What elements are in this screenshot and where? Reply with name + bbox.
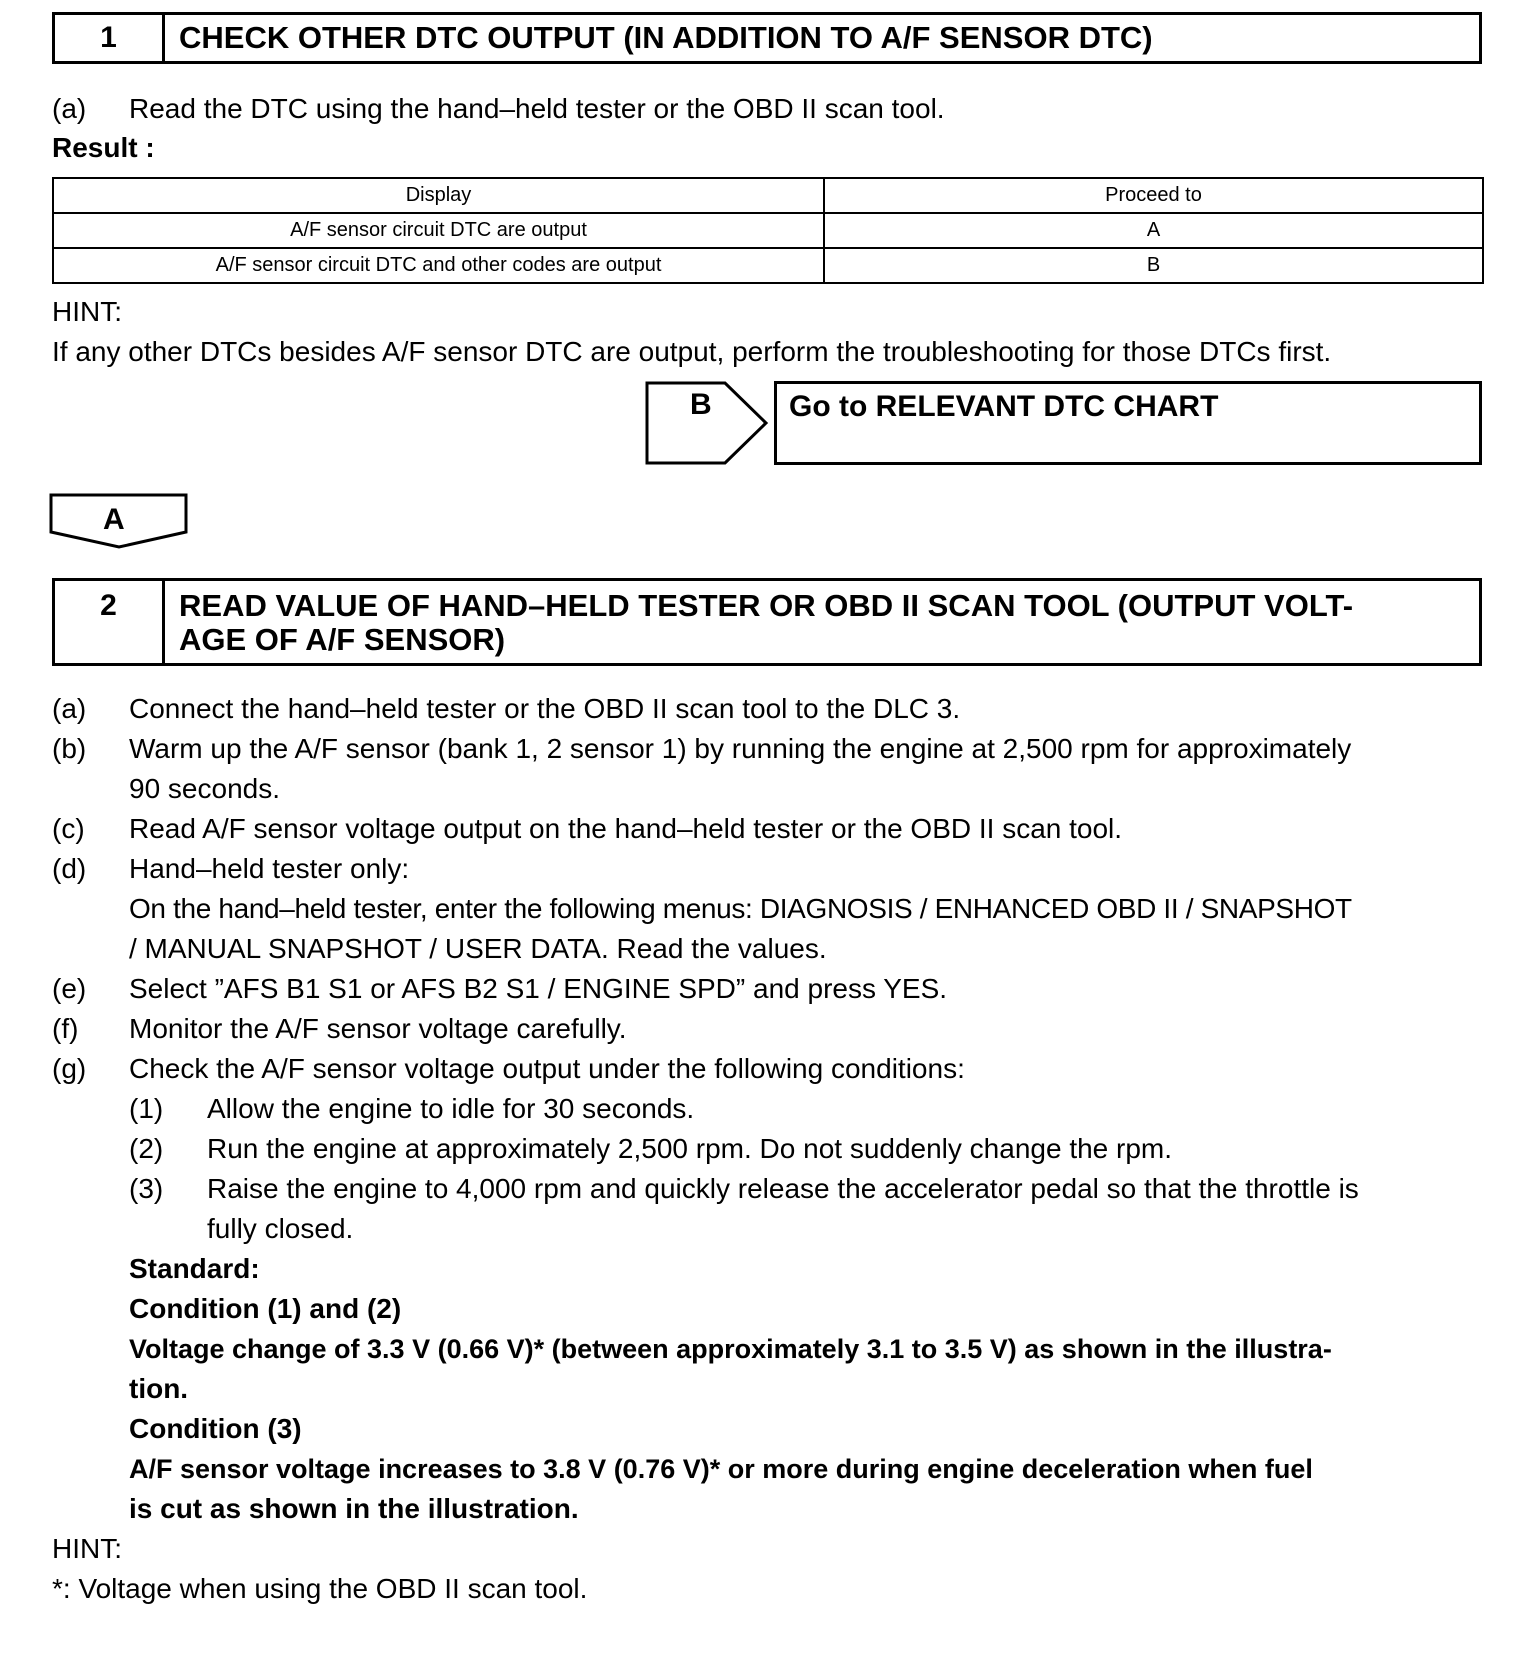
step-2-header [52,578,1482,666]
list-item-text: Check the A/F sensor voltage output under the following conditions: [129,1053,965,1084]
list-item-text: Connect the hand–held tester or the OBD II scan tool to the DLC 3. [129,693,961,724]
sub-item-label: (2) [129,1133,164,1164]
sub-item-text: Raise the engine to 4,000 rpm and quickly release the accelerator pedal so that the throttle is [207,1173,1359,1204]
standard-text: A/F sensor voltage increases to 3.8 V (0.76 V)* or more during engine deceleration when fuel [129,1454,1313,1484]
sub-item-text: fully closed. [207,1213,354,1244]
table-cell: A [824,213,1483,248]
table-cell: A/F sensor circuit DTC are output [53,213,824,248]
table-cell: A/F sensor circuit DTC and other codes are output [53,248,824,283]
table-header-display: Display [53,178,824,213]
list-item-label: (b) [52,733,87,764]
standard-heading: Standard: [129,1253,260,1284]
table-header-proceed: Proceed to [824,178,1483,213]
result-table [52,177,1484,284]
list-item-text: Hand–held tester only: [129,853,410,884]
step-2-hint-text: *: Voltage when using the OBD II scan tool. [52,1573,588,1604]
step-1-item-a-label: (a) [52,93,87,124]
standard-condition-3: Condition (3) [129,1413,302,1444]
sub-item-label: (3) [129,1173,164,1204]
sub-item-text: Allow the engine to idle for 30 seconds. [207,1093,695,1124]
step-1-hint-label: HINT: [52,296,122,327]
branch-a-label: A [103,503,125,536]
list-item-text: / MANUAL SNAPSHOT / USER DATA. Read the values. [129,933,827,964]
standard-text: Voltage change of 3.3 V (0.66 V)* (between approximately 3.1 to 3.5 V) as shown in the illustra- [129,1334,1332,1364]
table-row [53,213,1483,248]
branch-b-text: Go to RELEVANT DTC CHART [789,390,1219,423]
sub-item-label: (1) [129,1093,164,1124]
standard-text: is cut as shown in the illustration. [129,1493,579,1524]
sub-item-text: Run the engine at approximately 2,500 rpm. Do not suddenly change the rpm. [207,1133,1173,1164]
standard-text: tion. [129,1373,189,1404]
step-2-number: 2 [55,581,165,663]
result-label: Result : [52,132,155,163]
branch-b-label: B [690,388,712,421]
table-cell: B [824,248,1483,283]
list-item-label: (e) [52,973,87,1004]
list-item-text: On the hand–held tester, enter the following menus: DIAGNOSIS / ENHANCED OBD II / SNAPSHOT [129,893,1352,924]
list-item-label: (f) [52,1013,79,1044]
step-1-number: 1 [55,15,165,61]
list-item-label: (c) [52,813,85,844]
list-item-label: (a) [52,693,87,724]
step-2-title-line-2: AGE OF A/F SENSOR) [179,622,506,657]
table-header-row [53,178,1483,213]
standard-condition-1-2: Condition (1) and (2) [129,1293,402,1324]
list-item-label: (d) [52,853,87,884]
step-1-header [52,12,1482,64]
step-2-title-line-1: READ VALUE OF HAND–HELD TESTER OR OBD II SCAN TOOL (OUTPUT VOLT- [179,588,1354,623]
list-item-text: Warm up the A/F sensor (bank 1, 2 sensor 1) by running the engine at 2,500 rpm for approximately [129,733,1352,764]
step-1-title: CHECK OTHER DTC OUTPUT (IN ADDITION TO A/F SENSOR DTC) [179,20,1153,55]
list-item-text: Select ”AFS B1 S1 or AFS B2 S1 / ENGINE SPD” and press YES. [129,973,948,1004]
step-1-item-a-text: Read the DTC using the hand–held tester or the OBD II scan tool. [129,93,945,124]
list-item-label: (g) [52,1053,87,1084]
step-2-hint-label: HINT: [52,1533,122,1564]
table-row [53,248,1483,283]
step-1-hint-text: If any other DTCs besides A/F sensor DTC are output, perform the troubleshooting for those DTCs first. [52,336,1332,367]
list-item-text: Monitor the A/F sensor voltage carefully. [129,1013,627,1044]
list-item-text: Read A/F sensor voltage output on the hand–held tester or the OBD II scan tool. [129,813,1123,844]
branch-b-box [774,381,1482,465]
list-item-text: 90 seconds. [129,773,280,804]
